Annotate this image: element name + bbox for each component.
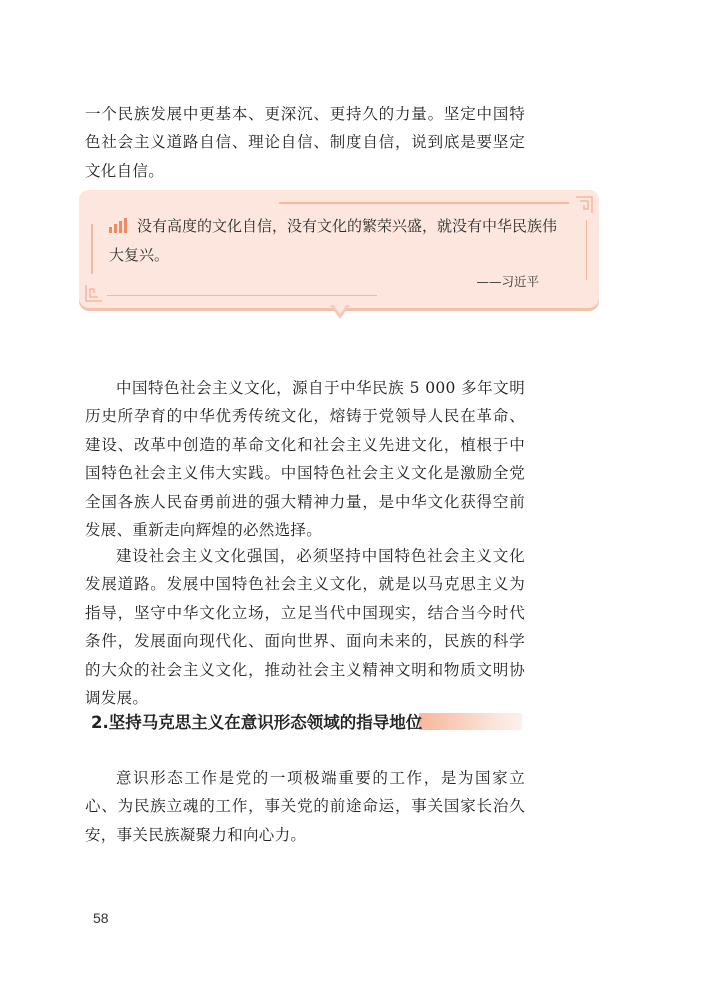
paragraph-1: 中国特色社会主义文化，源自于中华民族 5 000 多年文明历史所孕育的中华优秀传统文化，熔铸于党领导人民在革命、建设、改革中创造的革命文化和社会主义先进文化，植根于中国特色社会主义伟大实践。中国特色社会主义文化是激励全党全国各族人民奋勇前进的强大精神力量，是中华文化获得空前发展、重新走向辉煌的必然选择。 (85, 379, 525, 540)
quote-attribution: ——习近平 (476, 274, 539, 289)
page-number: 58 (93, 910, 109, 926)
quote-text: 没有高度的文化自信，没有文化的繁荣兴盛，就没有中华民族伟大复兴。 (109, 217, 558, 264)
paragraph-3: 意识形态工作是党的一项极端重要的工作，是为国家立心、为民族立魂的工作，事关党的前途命运，事关国家长治久安，事关民族凝聚力和向心力。 (85, 769, 525, 844)
frame-line-right (586, 220, 588, 280)
frame-line-bottom (107, 295, 377, 297)
frame-line-left (91, 224, 93, 274)
frame-line-top (279, 202, 569, 204)
section-heading: 2.坚持马克思主义在意识形态领域的指导地位 (91, 713, 423, 732)
paragraph-2: 建设社会主义文化强国，必须坚持中国特色社会主义文化发展道路。发展中国特色社会主义文化，就是以马克思主义为指导，坚守中华文化立场，立足当代中国现实，结合当今时代条件，发展面向现代化、面向世界、面向未来的，民族的科学的大众的社会主义文化，推动社会主义精神文明和物质文明协调发展。 (85, 547, 525, 708)
quote-box (79, 190, 599, 308)
corner-ornament-icon (575, 196, 593, 214)
quote-pointer-fill (332, 303, 348, 314)
heading-gradient-bar (419, 713, 522, 730)
corner-ornament-icon (85, 284, 103, 302)
paragraph-top: 一个民族发展中更基本、更深沉、更持久的力量。坚定中国特色社会主义道路自信、理论自信、制度自信，说到底是要坚定文化自信。 (85, 105, 525, 180)
